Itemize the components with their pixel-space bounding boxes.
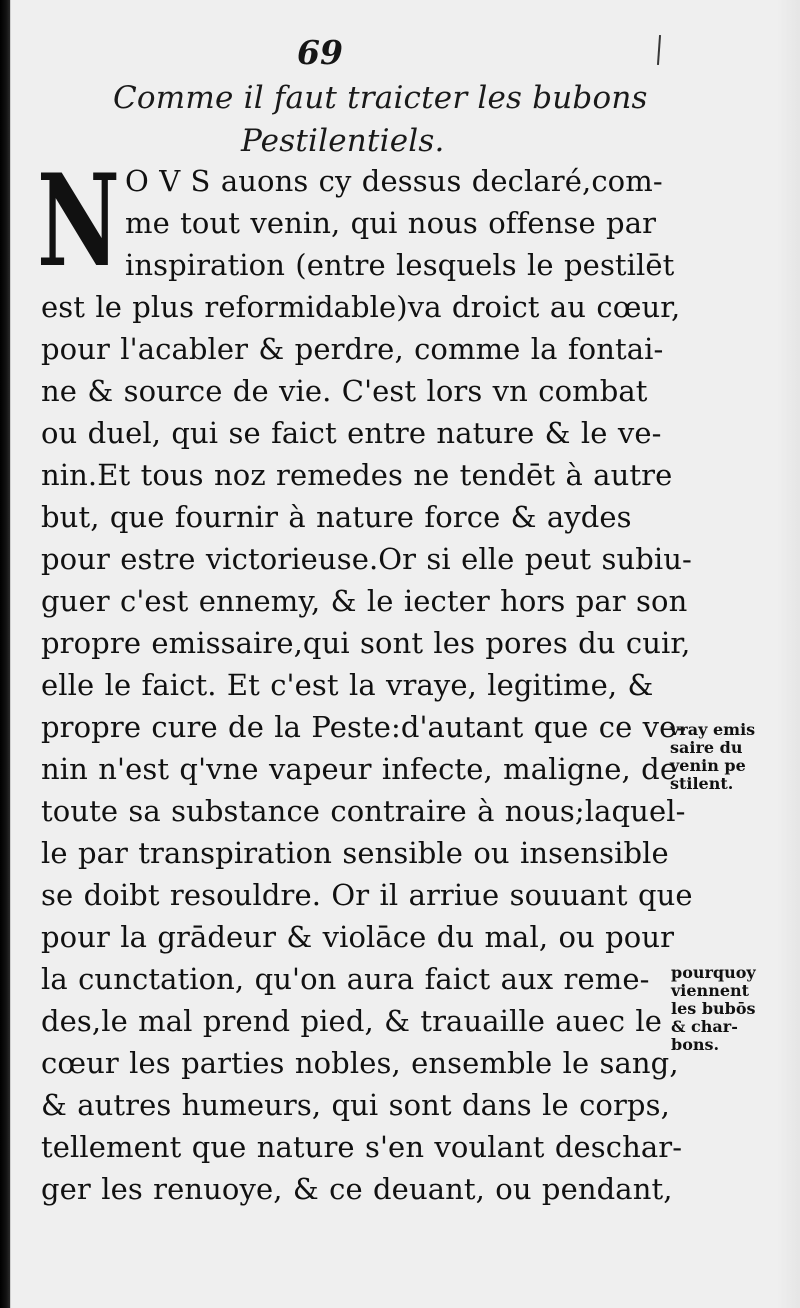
text-line: des,le mal prend pied, & trauaille auec le bbox=[41, 1004, 663, 1038]
text-line: O V S auons cy dessus declaré,com- bbox=[125, 164, 663, 198]
text-line: nin n'est q'vne vapeur infecte, maligne, de bbox=[41, 752, 678, 786]
margin-note-line: vray emis bbox=[670, 720, 756, 739]
text-line: propre emissaire,qui sont les pores du cuir, bbox=[41, 626, 691, 660]
text-line: pour la grādeur & violāce du mal, ou pour bbox=[41, 920, 675, 954]
margin-note-line: venin pe bbox=[670, 756, 746, 775]
text-line: ne & source de vie. C'est lors vn combat bbox=[41, 374, 648, 408]
margin-note-line: saire du bbox=[670, 738, 743, 757]
drop-cap: N bbox=[37, 147, 118, 295]
book-page bbox=[10, 0, 800, 1308]
margin-note-bubons bbox=[671, 964, 756, 1054]
margin-note-line: bons. bbox=[671, 1035, 720, 1054]
binding-shadow bbox=[0, 0, 10, 1308]
chapter-title-line-2: Pestilentiels. bbox=[241, 123, 445, 159]
text-line: but, que fournir à nature force & aydes bbox=[41, 500, 632, 534]
text-line: ou duel, qui se faict entre nature & le ve- bbox=[41, 416, 662, 450]
text-line: pour estre victorieuse.Or si elle peut subiu- bbox=[41, 542, 692, 576]
text-line: nin.Et tous noz remedes ne tendēt à autre bbox=[41, 458, 673, 492]
text-line: me tout venin, qui nous offense par bbox=[125, 206, 657, 240]
text-line: pour l'acabler & perdre, comme la fontai- bbox=[41, 332, 664, 366]
margin-note-line: pourquoy bbox=[671, 963, 756, 982]
text-line: se doibt resouldre. Or il arriue souuant que bbox=[41, 878, 693, 912]
margin-note-line: les bubōs bbox=[671, 999, 756, 1018]
text-line: cœur les parties nobles, ensemble le sang, bbox=[41, 1046, 679, 1080]
text-line: inspiration (entre lesquels le pestilēt bbox=[125, 248, 675, 282]
text-line: toute sa substance contraire à nous;laquel- bbox=[41, 794, 686, 828]
page-edge-shadow bbox=[777, 0, 800, 1308]
margin-note-line: & char- bbox=[671, 1017, 738, 1036]
margin-note-line: viennent bbox=[671, 981, 750, 1000]
text-line: propre cure de la Peste:d'autant que ce ve- bbox=[41, 710, 687, 744]
text-line: est le plus reformidable)va droict au cœur, bbox=[41, 290, 681, 324]
text-line: ger les renuoye, & ce deuant, ou pendant, bbox=[41, 1172, 673, 1206]
text-line: la cunctation, qu'on aura faict aux reme- bbox=[41, 962, 650, 996]
page-number: 69 bbox=[297, 33, 343, 72]
text-line: guer c'est ennemy, & le iecter hors par son bbox=[41, 584, 688, 618]
margin-note-venin bbox=[670, 721, 755, 793]
margin-note-line: stilent. bbox=[670, 774, 734, 793]
text-line: & autres humeurs, qui sont dans le corps, bbox=[41, 1088, 670, 1122]
text-line: tellement que nature s'en voulant deschar- bbox=[41, 1130, 683, 1164]
text-line: le par transpiration sensible ou insensible bbox=[41, 836, 669, 870]
margin-mark bbox=[657, 35, 661, 65]
text-line: elle le faict. Et c'est la vraye, legitime, & bbox=[41, 668, 654, 702]
chapter-title-line-1: Comme il faut traicter les bubons bbox=[113, 80, 648, 116]
